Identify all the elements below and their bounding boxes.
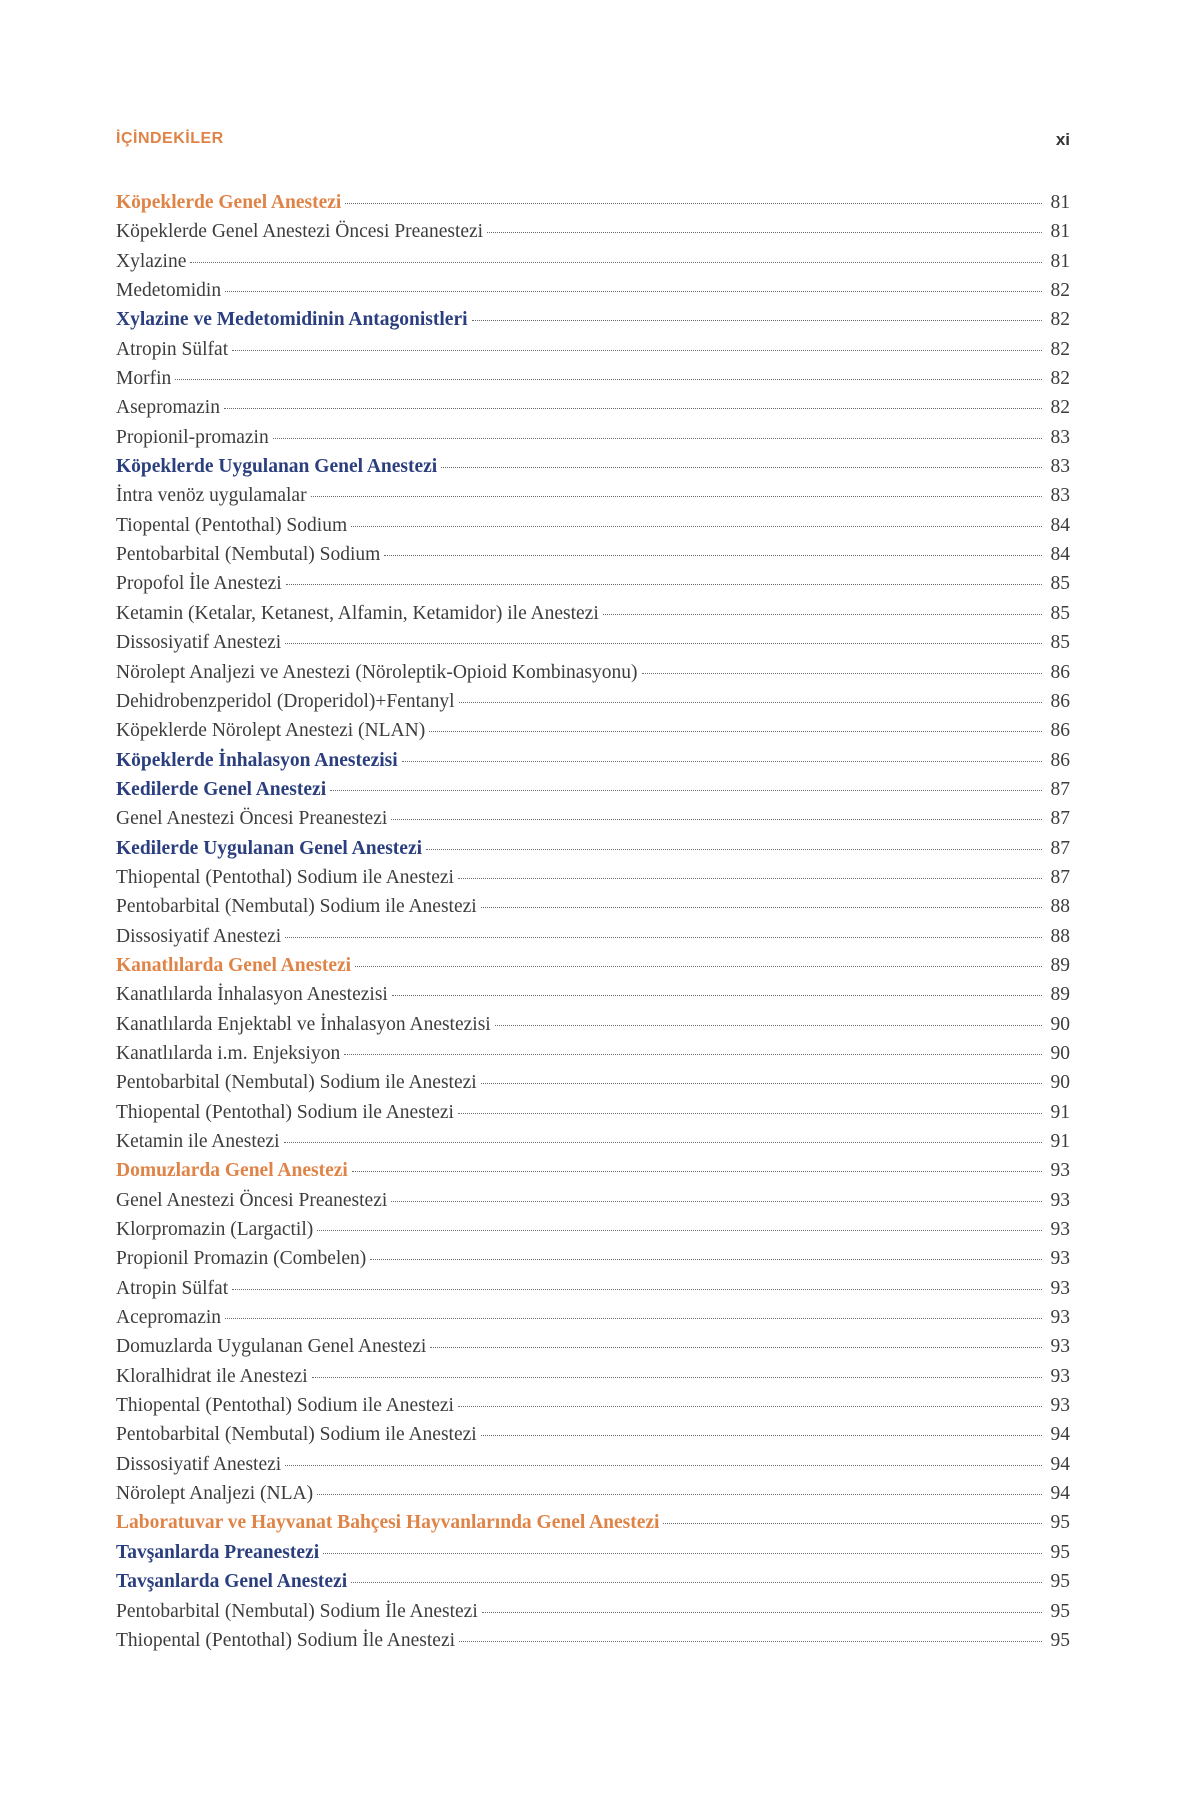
toc-entry-title: Propofol İle Anestezi [116, 573, 282, 595]
dot-leader [458, 1406, 1042, 1407]
dot-leader [391, 1201, 1042, 1202]
toc-entry [116, 1450, 1070, 1479]
toc-entry-title: Köpeklerde İnhalasyon Anestezisi [116, 749, 398, 771]
toc-entry-page: 87 [1050, 778, 1070, 800]
toc-entry [116, 1332, 1070, 1361]
toc-entry [116, 1098, 1070, 1127]
table-of-contents [116, 188, 1070, 1655]
toc-entry-title: Ketamin ile Anestezi [116, 1131, 280, 1152]
dot-leader [311, 496, 1042, 497]
toc-entry-title: Dissosiyatif Anestezi [116, 925, 282, 947]
toc-entry [116, 1186, 1070, 1215]
dot-leader [345, 203, 1042, 204]
toc-entry-title: İntra venöz uygulamalar [116, 485, 307, 507]
toc-entry-page: 90 [1050, 1013, 1070, 1035]
toc-entry-page: 83 [1050, 456, 1070, 478]
toc-entry-title: Xylazine ve Medetomidinin Antagonistleri [116, 309, 468, 331]
toc-entry-page: 89 [1050, 984, 1070, 1006]
dot-leader [391, 819, 1042, 820]
toc-entry-title: Kedilerde Uygulanan Genel Anestezi [116, 837, 423, 859]
toc-entry-page: 93 [1050, 1219, 1070, 1241]
toc-entry [116, 628, 1070, 657]
toc-entry-page: 95 [1050, 1600, 1070, 1622]
toc-entry-title: Kanatlılarda i.m. Enjeksiyon [116, 1042, 341, 1064]
dot-leader [175, 379, 1042, 380]
toc-entry-page: 86 [1050, 749, 1070, 771]
toc-entry-title: Pentobarbital (Nembutal) Sodium [116, 544, 381, 566]
toc-entry-page: 95 [1050, 1541, 1070, 1563]
toc-entry [116, 569, 1070, 598]
toc-entry [116, 1215, 1070, 1244]
toc-entry-title: Tiopental (Pentothal) Sodium [116, 514, 348, 536]
toc-entry-page: 93 [1050, 1365, 1070, 1387]
toc-entry [116, 247, 1070, 276]
toc-heading-entry [116, 188, 1070, 217]
toc-entry-title: Genel Anestezi Öncesi Preanestezi [116, 808, 388, 830]
toc-entry-page: 93 [1050, 1160, 1070, 1182]
toc-entry-title: Dissosiyatif Anestezi [116, 632, 282, 654]
dot-leader [384, 555, 1042, 556]
toc-entry [116, 599, 1070, 628]
toc-heading-entry [116, 1156, 1070, 1185]
toc-entry-title: Pentobarbital (Nembutal) Sodium İle Anestezi [116, 1600, 478, 1622]
dot-leader [481, 1435, 1042, 1436]
toc-entry-title: Pentobarbital (Nembutal) Sodium ile Anestezi [116, 1424, 477, 1446]
toc-entry-page: 93 [1050, 1248, 1070, 1270]
toc-entry-page: 95 [1050, 1571, 1070, 1593]
toc-entry [116, 716, 1070, 745]
dot-leader [642, 673, 1042, 674]
dot-leader [481, 907, 1042, 908]
dot-leader [225, 291, 1042, 292]
toc-entry-title: Tavşanlarda Preanestezi [116, 1541, 320, 1563]
toc-entry-title: Köpeklerde Uygulanan Genel Anestezi [116, 456, 438, 478]
toc-entry-page: 82 [1050, 338, 1070, 360]
toc-entry-page: 87 [1050, 866, 1070, 888]
toc-heading-entry [116, 305, 1070, 334]
toc-entry-page: 83 [1050, 485, 1070, 507]
toc-entry-page: 84 [1050, 514, 1070, 536]
toc-entry-title: Thiopental (Pentothal) Sodium ile Anestezi [116, 866, 454, 888]
dot-leader [458, 878, 1042, 879]
dot-leader [352, 1171, 1042, 1172]
toc-entry [116, 1303, 1070, 1332]
toc-heading-entry [116, 1508, 1070, 1537]
dot-leader [285, 937, 1042, 938]
dot-leader [232, 1289, 1042, 1290]
toc-entry-title: Tavşanlarda Genel Anestezi [116, 1571, 348, 1593]
toc-heading-entry [116, 951, 1070, 980]
toc-entry-title: Dehidrobenzperidol (Droperidol)+Fentanyl [116, 690, 455, 712]
page-number: xi [1055, 130, 1070, 149]
toc-entry-page: 87 [1050, 837, 1070, 859]
toc-entry [116, 335, 1070, 364]
dot-leader [190, 262, 1042, 263]
dot-leader [370, 1259, 1042, 1260]
toc-entry-title: Propionil-promazin [116, 426, 269, 448]
toc-entry [116, 687, 1070, 716]
toc-entry-page: 82 [1050, 397, 1070, 419]
toc-entry-title: Domuzlarda Genel Anestezi [116, 1160, 348, 1182]
toc-entry-page: 88 [1050, 896, 1070, 918]
toc-entry-page: 95 [1050, 1512, 1070, 1534]
toc-entry-page: 93 [1050, 1277, 1070, 1299]
dot-leader [317, 1494, 1042, 1495]
dot-leader [284, 1142, 1042, 1143]
dot-leader [495, 1025, 1042, 1026]
toc-entry-page: 91 [1050, 1131, 1070, 1152]
toc-heading-entry [116, 834, 1070, 863]
toc-entry-title: Laboratuvar ve Hayvanat Bahçesi Hayvanlarında Genel Anestezi [116, 1512, 660, 1534]
toc-entry-page: 93 [1050, 1189, 1070, 1211]
toc-entry-page: 93 [1050, 1307, 1070, 1329]
toc-entry [116, 1068, 1070, 1097]
toc-entry-title: Köpeklerde Genel Anestezi Öncesi Preanestezi [116, 221, 484, 243]
dot-leader [286, 584, 1042, 585]
toc-entry-page: 81 [1050, 221, 1070, 243]
toc-entry [116, 1244, 1070, 1273]
dot-leader [426, 849, 1042, 850]
dot-leader [487, 232, 1042, 233]
toc-entry-title: Genel Anestezi Öncesi Preanestezi [116, 1189, 388, 1211]
toc-entry [116, 1039, 1070, 1068]
toc-entry-page: 85 [1050, 573, 1070, 595]
toc-entry-page: 88 [1050, 925, 1070, 947]
toc-entry [116, 364, 1070, 393]
toc-entry-title: Nörolept Analjezi (NLA) [116, 1483, 314, 1505]
dot-leader [285, 643, 1042, 644]
dot-leader [429, 731, 1042, 732]
toc-entry-title: Kloralhidrat ile Anestezi [116, 1365, 308, 1387]
toc-entry-page: 93 [1050, 1395, 1070, 1417]
dot-leader [459, 1641, 1042, 1642]
toc-heading-entry [116, 746, 1070, 775]
toc-entry-page: 85 [1050, 602, 1070, 624]
toc-entry-page: 84 [1050, 544, 1070, 566]
dot-leader [344, 1054, 1042, 1055]
dot-leader [224, 408, 1042, 409]
toc-entry-title: Kanatlılarda İnhalasyon Anestezisi [116, 984, 388, 1006]
toc-entry-page: 93 [1050, 1336, 1070, 1358]
dot-leader [459, 702, 1042, 703]
toc-entry [116, 1274, 1070, 1303]
toc-entry-title: Atropin Sülfat [116, 338, 229, 360]
toc-entry [116, 481, 1070, 510]
toc-entry-title: Thiopental (Pentothal) Sodium İle Anestezi [116, 1629, 456, 1651]
dot-leader [225, 1318, 1042, 1319]
toc-entry [116, 1391, 1070, 1420]
section-label: İÇİNDEKİLER [116, 130, 224, 147]
dot-leader [458, 1113, 1042, 1114]
dot-leader [317, 1230, 1042, 1231]
toc-entry-title: Kanatlılarda Enjektabl ve İnhalasyon Anestezisi [116, 1013, 491, 1035]
toc-entry-page: 94 [1050, 1424, 1070, 1446]
toc-heading-entry [116, 775, 1070, 804]
toc-entry [116, 1597, 1070, 1626]
toc-entry [116, 922, 1070, 951]
toc-entry-page: 86 [1050, 661, 1070, 683]
toc-entry-title: Morfin [116, 368, 172, 390]
toc-entry-page: 85 [1050, 632, 1070, 654]
toc-entry [116, 1010, 1070, 1039]
toc-entry-page: 94 [1050, 1483, 1070, 1505]
toc-entry [116, 393, 1070, 422]
toc-entry-title: Domuzlarda Uygulanan Genel Anestezi [116, 1336, 427, 1358]
dot-leader [312, 1377, 1042, 1378]
toc-entry-title: Köpeklerde Nörolept Anestezi (NLAN) [116, 720, 426, 742]
toc-entry [116, 1362, 1070, 1391]
running-head [116, 130, 1070, 156]
dot-leader [285, 1465, 1042, 1466]
toc-entry-title: Xylazine [116, 250, 187, 272]
toc-entry-page: 95 [1050, 1629, 1070, 1651]
toc-heading-entry [116, 1538, 1070, 1567]
dot-leader [472, 320, 1042, 321]
dot-leader [392, 995, 1042, 996]
toc-entry-title: Pentobarbital (Nembutal) Sodium ile Anestezi [116, 1072, 477, 1094]
toc-entry-title: Thiopental (Pentothal) Sodium ile Anestezi [116, 1101, 454, 1123]
toc-entry-page: 83 [1050, 426, 1070, 448]
toc-entry [116, 863, 1070, 892]
toc-entry-page: 82 [1050, 280, 1070, 302]
dot-leader [402, 761, 1042, 762]
toc-entry [116, 658, 1070, 687]
dot-leader [663, 1523, 1042, 1524]
dot-leader [330, 790, 1042, 791]
toc-entry [116, 540, 1070, 569]
dot-leader [603, 614, 1042, 615]
toc-entry [116, 511, 1070, 540]
dot-leader [482, 1612, 1042, 1613]
toc-entry-page: 90 [1050, 1072, 1070, 1094]
toc-entry [116, 423, 1070, 452]
toc-heading-entry [116, 1567, 1070, 1596]
toc-entry-title: Medetomidin [116, 280, 222, 302]
toc-entry [116, 892, 1070, 921]
toc-entry [116, 217, 1070, 246]
toc-entry-page: 86 [1050, 720, 1070, 742]
toc-entry [116, 980, 1070, 1009]
toc-entry-title: Asepromazin [116, 397, 220, 419]
toc-entry-title: Klorpromazin (Largactil) [116, 1219, 314, 1241]
dot-leader [481, 1083, 1042, 1084]
dot-leader [355, 966, 1042, 967]
toc-entry-page: 81 [1050, 250, 1070, 272]
toc-entry-page: 87 [1050, 808, 1070, 830]
toc-entry-page: 91 [1050, 1101, 1070, 1123]
dot-leader [273, 438, 1042, 439]
toc-entry-page: 90 [1050, 1042, 1070, 1064]
dot-leader [351, 1582, 1042, 1583]
toc-entry-title: Pentobarbital (Nembutal) Sodium ile Anestezi [116, 896, 477, 918]
toc-entry-page: 94 [1050, 1453, 1070, 1475]
toc-entry-title: Atropin Sülfat [116, 1277, 229, 1299]
dot-leader [351, 526, 1042, 527]
toc-entry-title: Acepromazin [116, 1307, 222, 1329]
toc-entry-title: Kanatlılarda Genel Anestezi [116, 954, 352, 976]
toc-entry [116, 1420, 1070, 1449]
toc-entry [116, 1127, 1070, 1156]
toc-entry-title: Köpeklerde Genel Anestezi [116, 192, 342, 213]
toc-entry [116, 804, 1070, 833]
toc-entry-page: 89 [1050, 954, 1070, 976]
toc-entry-title: Nörolept Analjezi ve Anestezi (Nöroleptik-Opioid Kombinasyonu) [116, 661, 638, 683]
toc-entry [116, 1479, 1070, 1508]
toc-entry [116, 1626, 1070, 1655]
dot-leader [441, 467, 1042, 468]
toc-entry-page: 82 [1050, 368, 1070, 390]
dot-leader [430, 1347, 1042, 1348]
toc-heading-entry [116, 452, 1070, 481]
dot-leader [323, 1553, 1042, 1554]
toc-entry [116, 276, 1070, 305]
toc-entry-title: Ketamin (Ketalar, Ketanest, Alfamin, Ketamidor) ile Anestezi [116, 602, 599, 624]
toc-entry-title: Dissosiyatif Anestezi [116, 1453, 282, 1475]
toc-entry-title: Propionil Promazin (Combelen) [116, 1248, 367, 1270]
toc-entry-page: 81 [1050, 192, 1070, 213]
toc-entry-page: 82 [1050, 309, 1070, 331]
toc-entry-title: Kedilerde Genel Anestezi [116, 778, 327, 800]
toc-entry-title: Thiopental (Pentothal) Sodium ile Anestezi [116, 1395, 454, 1417]
toc-entry-page: 86 [1050, 690, 1070, 712]
dot-leader [232, 350, 1042, 351]
